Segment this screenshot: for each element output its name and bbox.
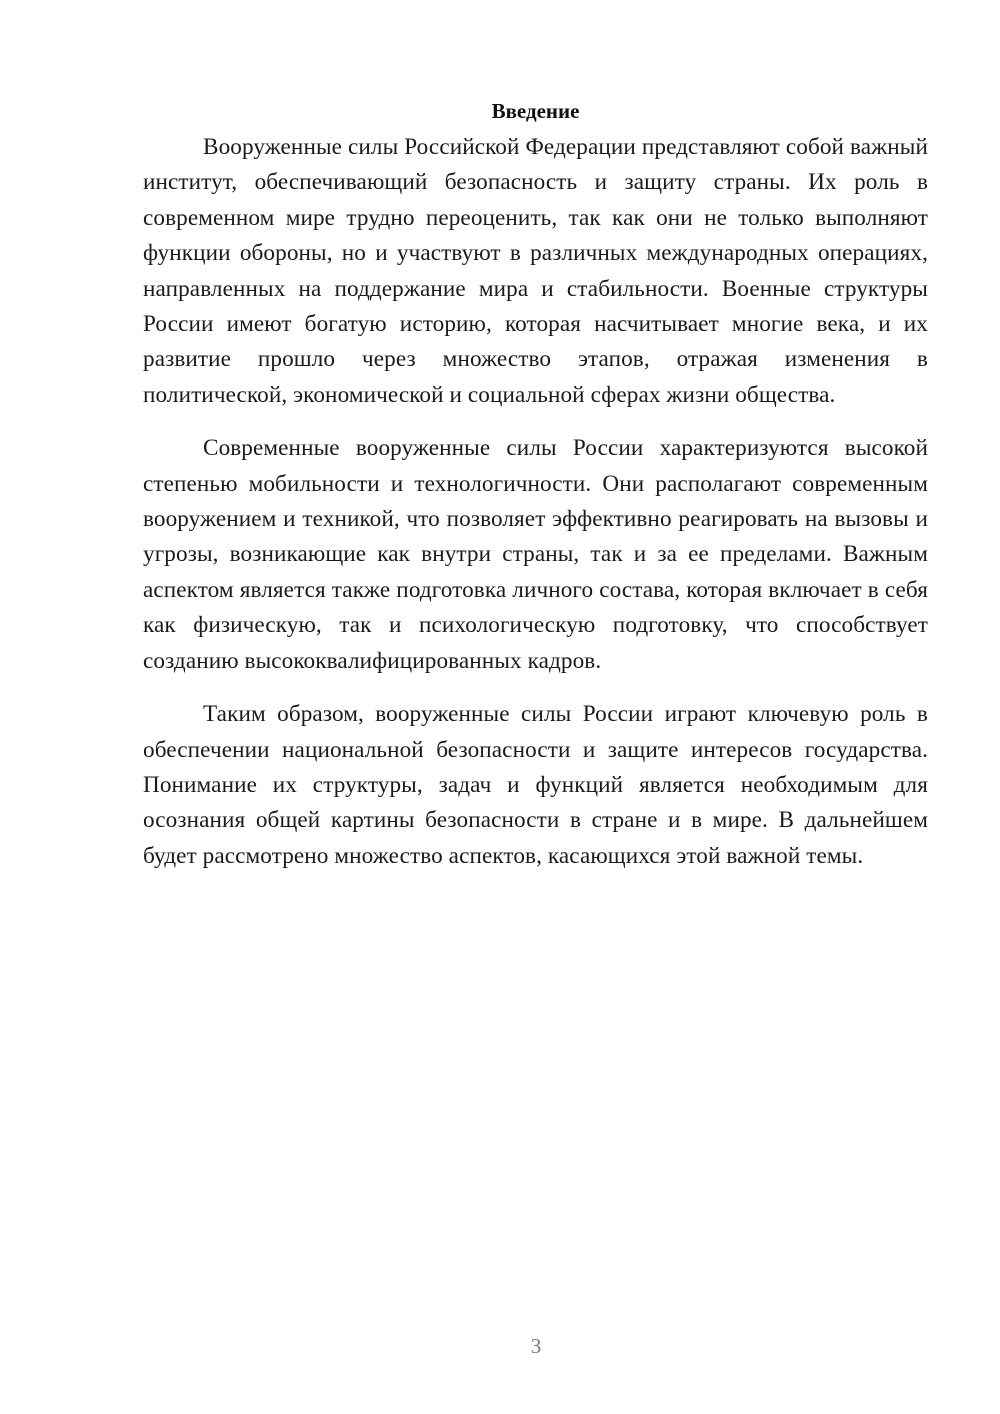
paragraph-2: Современные вооруженные силы России характеризуются высокой степенью мобильности и технологичности. Они располагают современным вооружением и техникой, что позволяет эффективно реагировать на вызовы и угрозы, возникающие как внутри страны, так и за ее пределами. Важным аспектом является также подготовка личного состава, которая включает в себя как физическую, так и психологическую подготовку, что способствует созданию высококвалифицированных кадров. (143, 435, 928, 674)
paragraph-1: Вооруженные силы Российской Федерации представляют собой важный институт, обеспечивающий безопасность и защиту страны. Их роль в современном мире трудно переоценить, так как они не только выполняют функции обороны, но и участвуют в различных международных операциях, направленных на поддержание мира и стабильности. Военные структуры России имеют богатую историю, которая насчитывает многие века, и их развитие прошло через множество этапов, отражая изменения в политической, экономической и социальной сферах жизни общества. (143, 134, 928, 408)
section-heading: Введение (491, 99, 580, 123)
page-number: 3 (530, 1334, 542, 1358)
paragraph-3: Таким образом, вооруженные силы России играют ключевую роль в обеспечении национальной безопасности и защите интересов государства. Понимание их структуры, задач и функций является необходимым для осознания общей картины безопасности в стране и в мире. В дальнейшем будет рассмотрено множество аспектов, касающихся этой важной темы. (143, 701, 928, 869)
page-content (143, 96, 928, 874)
